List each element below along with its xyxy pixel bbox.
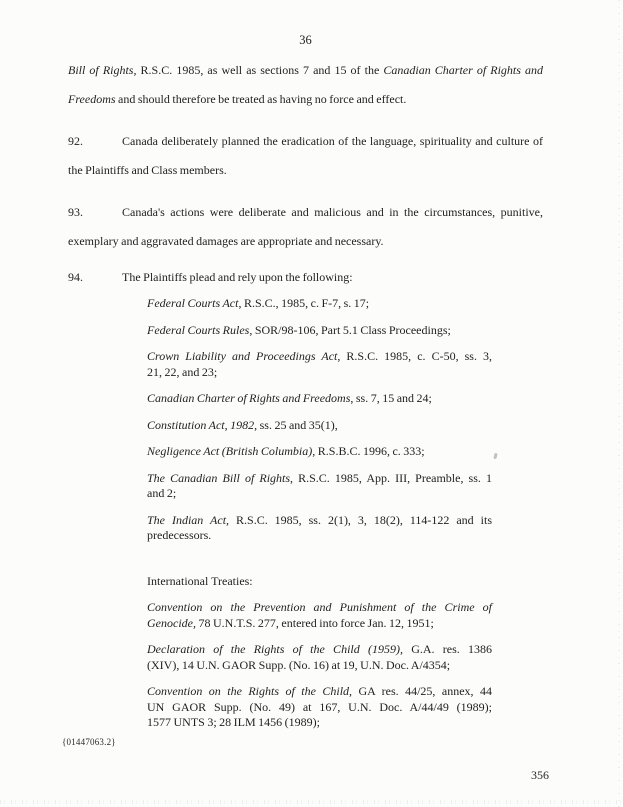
italic-text-segment: Convention on the Prevention and Punishment of the Crime of [147, 600, 492, 614]
citation-entry [147, 600, 492, 631]
text-segment: and should therefore be treated as having no force and effect. [115, 92, 407, 106]
italic-text-segment: Federal Courts Act [147, 296, 239, 310]
text-segment: 78 U.N.T.S. 277, entered into force Jan. 12, 1951; [195, 615, 434, 630]
text-segment: 1577 UNTS 3; 28 ILM 1456 (1989); [147, 715, 320, 729]
paragraph-number: 92. [68, 134, 83, 148]
citation-entry [147, 642, 492, 673]
text-line [147, 391, 492, 407]
scan-noise-right-edge [618, 0, 620, 807]
italic-text-segment: Genocide, [147, 615, 196, 630]
italic-text-segment: Convention on the Rights of the Child, [147, 684, 353, 698]
paragraph-number: 93. [68, 205, 83, 219]
italic-text-segment: Crown Liability and Proceedings Act [147, 349, 338, 363]
text-line [147, 444, 492, 460]
text-segment: , R.S.C. 1985, as well as sections 7 and 15 of the [133, 63, 384, 77]
numbered-paragraph [68, 263, 543, 292]
text-segment: exemplary and aggravated damages are appropriate and necessary. [68, 234, 384, 248]
italic-text-segment: Federal Courts Rules, [147, 322, 253, 337]
text-segment: and 2; [147, 486, 177, 500]
text-line [147, 574, 623, 590]
italic-text-segment: Bill of Rights [68, 63, 134, 77]
italic-text-segment: Canadian Charter of Rights and [383, 63, 543, 77]
text-line [147, 365, 492, 381]
italic-text-segment: Constitution Act, 1982 [147, 417, 255, 432]
text-segment: , R.S.C. 1985, c. C-50, ss. 3, [337, 349, 492, 363]
text-segment: Canada deliberately planned the eradication of the language, spirituality and culture of [122, 134, 543, 148]
text-line [147, 658, 492, 674]
citation-entry [147, 684, 492, 731]
text-line [68, 227, 543, 256]
text-line [147, 642, 492, 658]
italic-text-segment: Canadian Charter of Rights and Freedoms [147, 391, 351, 405]
document-body [0, 56, 623, 731]
paragraph-number: 94. [68, 270, 83, 284]
treaties-heading [147, 574, 623, 590]
text-segment: , R.S.C., 1985, c. F-7, s. 17; [238, 296, 370, 310]
scan-noise-bottom-edge [0, 800, 623, 804]
citation-entry [147, 513, 492, 544]
text-line [147, 471, 492, 487]
text-segment: G.A. res. 1386 [402, 642, 493, 656]
text-segment: The Plaintiffs plead and rely upon the following: [122, 270, 353, 284]
text-segment: (XIV), 14 U.N. GAOR Supp. (No. 16) at 19, U.N. Doc. A/4354; [147, 657, 451, 672]
text-segment: the Plaintiffs and Class members. [68, 163, 227, 177]
text-line [147, 323, 492, 339]
text-line [147, 600, 492, 616]
text-segment: , ss. 25 and 35(1), [254, 417, 338, 432]
text-segment: International Treaties: [147, 573, 253, 588]
citation-entry [147, 391, 492, 407]
text-line [147, 418, 492, 434]
text-line [147, 349, 492, 365]
page-header-number: 36 [299, 33, 312, 47]
numbered-paragraph [68, 127, 543, 185]
numbered-paragraph [68, 198, 543, 256]
text-line [147, 486, 492, 502]
text-line [147, 616, 492, 632]
text-line [147, 700, 492, 716]
text-segment: , R.S.B.C. 1996, c. 333; [312, 444, 425, 458]
text-line [147, 684, 492, 700]
citation-entry [147, 349, 492, 380]
text-line [147, 513, 492, 529]
italic-text-segment: The Indian Act, [147, 512, 230, 527]
text-segment: predecessors. [147, 528, 212, 542]
text-segment: 21, 22, and 23; [147, 364, 218, 379]
text-line [68, 56, 543, 85]
citation-entry [147, 444, 492, 460]
text-segment: UN GAOR Supp. (No. 49) at 167, U.N. Doc. A/44/49 (1989); [147, 699, 492, 714]
text-line [68, 85, 543, 114]
footer-page-number: 356 [531, 768, 549, 782]
text-segment: R.S.C. 1985, ss. 2(1), 3, 18(2), 114-122 and its [229, 512, 492, 527]
citation-entry [147, 323, 492, 339]
text-segment: , R.S.C. 1985, App. III, Preamble, ss. 1 [290, 470, 492, 485]
italic-text-segment: Negligence Act (British Columbia) [147, 444, 313, 458]
text-line [147, 715, 492, 731]
citation-entry [147, 296, 492, 312]
italic-text-segment: Freedoms [68, 92, 116, 106]
footer-doc-id: {01447063.2} [62, 737, 116, 747]
text-line [147, 528, 492, 544]
text-line [68, 198, 543, 227]
text-segment: SOR/98-106, Part 5.1 Class Proceedings; [252, 322, 451, 337]
text-line [68, 263, 543, 292]
citation-entry [147, 418, 492, 434]
text-line [68, 127, 543, 156]
text-segment: Canada's actions were deliberate and malicious and in the circumstances, punitive, [122, 205, 543, 219]
paragraph [68, 56, 543, 114]
citation-entry [147, 471, 492, 502]
italic-text-segment: Declaration of the Rights of the Child (1959), [147, 642, 403, 656]
text-segment: , ss. 7, 15 and 24; [350, 391, 432, 405]
text-segment: GA res. 44/25, annex, 44 [352, 684, 492, 698]
italic-text-segment: The Canadian Bill of Rights [147, 470, 291, 485]
text-line [147, 296, 492, 312]
text-line [68, 156, 543, 185]
